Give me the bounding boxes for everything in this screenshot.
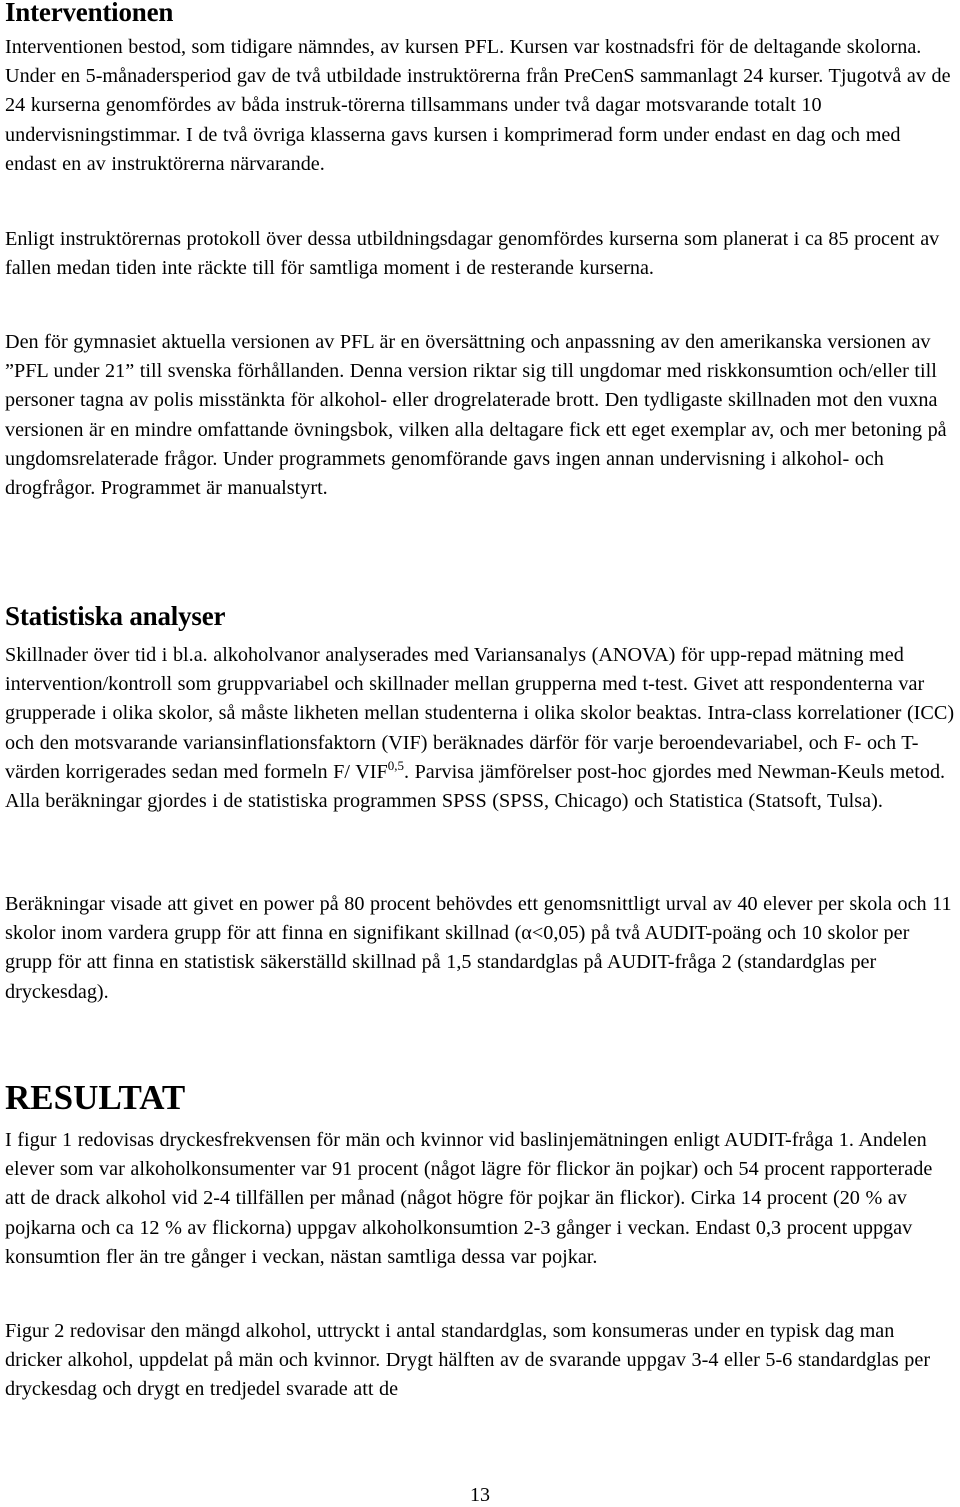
paragraph-resultat-1: I figur 1 redovisas dryckesfrekvensen för män och kvinnor vid baslinjemätningen enligt AUDIT-fråga 1. Andelen elever som var alkoholkonsumenter var 91 procent (något lägre för flickor än pojkar) och 54 procent rapporterade att de drack alkohol vid 2-4 tillfällen per månad (något högre för pojkar än flickor). Cirka 14 procent (20 % av pojkarna och ca 12 % av flickorna) uppgav alkoholkonsumtion 2-3 gånger i veckan. Endast 0,3 procent uppgav konsumtion fler än tre gånger i veckan, nästan samtliga dessa var pojkar. (5, 1129, 933, 1268)
paragraph-statistik-1 (5, 641, 955, 816)
paragraph-resultat-2: Figur 2 redovisar den mängd alkohol, uttryckt i antal standardglas, som konsumeras under en typisk dag man dricker alkohol, uppdelat på män och kvinnor. Drygt hälften av de svarande uppgav 3-4 eller 5-6 standardglas per dryckesdag och drygt en tredjedel svarade att de (5, 1320, 931, 1401)
superscript-exponent: 0,5 (387, 757, 404, 773)
paragraph-interventionen-2: Enligt instruktörernas protokoll över dessa utbildningsdagar genomfördes kurserna som planerat i ca 85 procent av fallen medan tiden inte räckte till för samtliga moment i de resterande kurserna. (5, 228, 940, 280)
page-number: 13 (470, 1484, 490, 1506)
paragraph-interventionen-1: Interventionen bestod, som tidigare nämndes, av kursen PFL. Kursen var kostnadsfri för de deltagande skolorna. Under en 5-månadersperiod gav de två utbildade instruktörerna från PreCenS sammanlagt 24 kurser. Tjugotvå av de 24 kurserna genomfördes av båda instruk-törerna tillsammans under två dagar motsvarande totalt 10 undervisningstimmar. I de två övriga klasserna gavs kursen i komprimerad form under endast en dag och med endast en av instruktörerna närvarande. (5, 36, 951, 175)
heading-interventionen: Interventionen (5, 0, 174, 27)
paragraph-statistik-2: Beräkningar visade att givet en power på 80 procent behövdes ett genomsnittligt urval av 40 elever per skola och 11 skolor inom vardera grupp för att finna en signifikant skillnad (α<0,05) på två AUDIT-poäng och 10 skolor per grupp för att finna en statistisk säkerställd skillnad på 1,5 standardglas på AUDIT-fråga 2 (standardglas per dryckesdag). (5, 893, 952, 1003)
heading-statistiska-analyser: Statistiska analyser (5, 601, 226, 631)
statistik-text-part-2: . Parvisa jämförelser post-hoc gjordes med Newman-Keuls metod. Alla beräkningar gjordes i de statistiska programmen SPSS (SPSS, Chicago) och Statistica (Statsoft, Tulsa). (5, 760, 946, 813)
heading-resultat: RESULTAT (5, 1078, 186, 1117)
paragraph-interventionen-3: Den för gymnasiet aktuella versionen av PFL är en översättning och anpassning av den amerikanska versionen av ”PFL under 21” till svenska förhållanden. Denna version riktar sig till ungdomar med riskkonsumtion och/eller till personer tagna av polis misstänkta för alkohol- eller drogrelaterade brott. Den tydligaste skillnaden mot den vuxna versionen är en mindre omfattande övningsbok, vilken alla deltagare fick ett eget exemplar av, och mer betoning på ungdomsrelaterade frågor. Under programmets genomförande gavs ingen annan undervisning i alkohol- och drogfrågor. Programmet är manualstyrt. (5, 331, 947, 500)
statistik-text-part-1: Skillnader över tid i bl.a. alkoholvanor analyserades med Variansanalys (ANOVA) för upp-repad mätning med intervention/kontroll som gruppvariabel och skillnader mellan grupperna med t-test. Givet att respondenterna var grupperade i olika skolor, så måste likheten mellan studenterna i olika skolor beaktas. Intra-class korrelationer (ICC) och den motsvarande variansinflationsfaktorn (VIF) beräknades därför för varje beroendevariabel, och F- och T-värden korrigerades sedan med formeln F/ VIF (5, 644, 955, 783)
